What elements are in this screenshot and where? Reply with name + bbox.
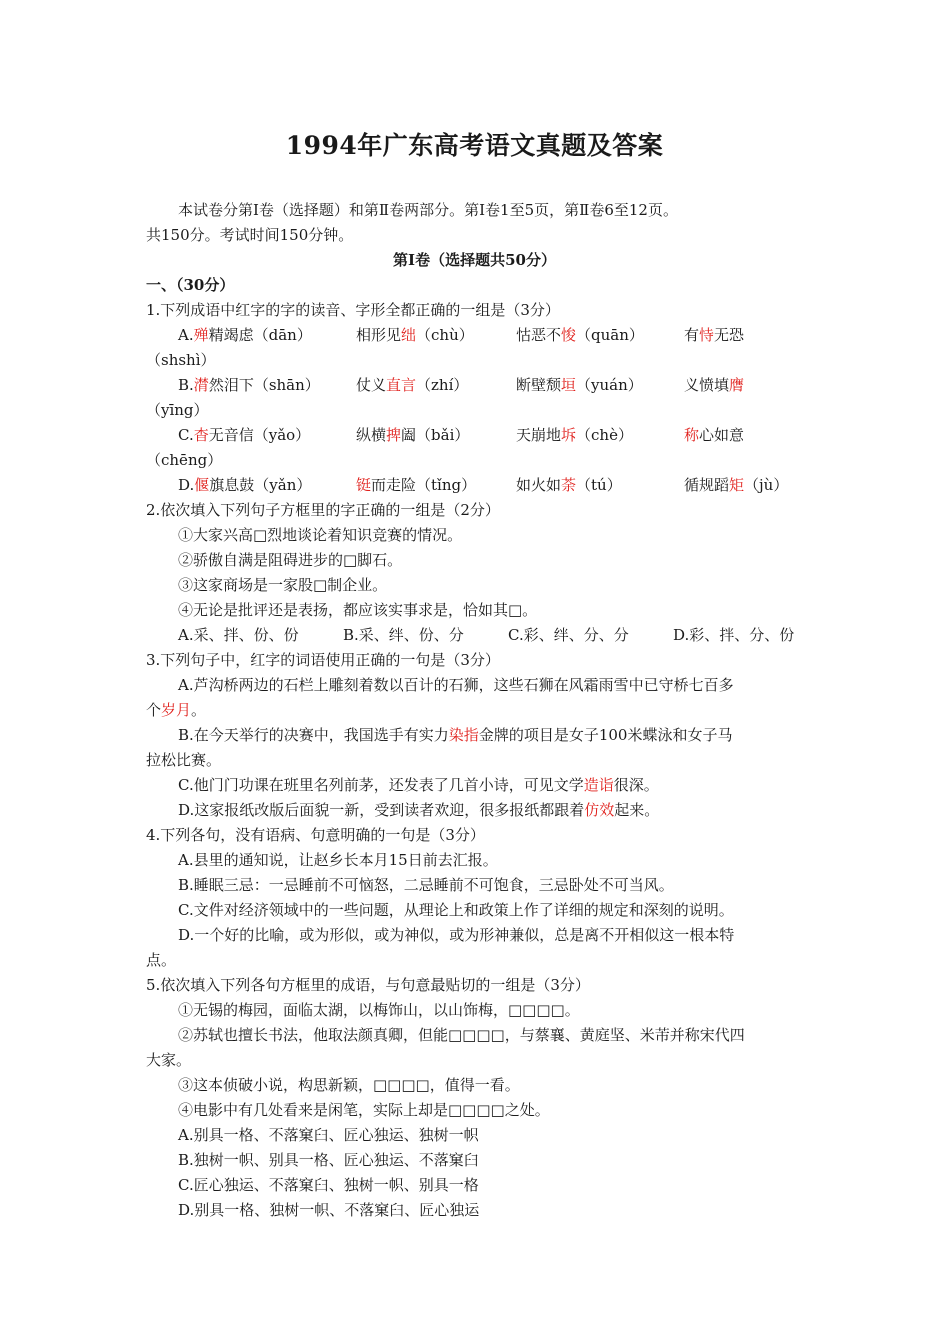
q1-option-a-1: A.殚精竭虑（dān） <box>178 326 312 344</box>
q5-option-d: D.别具一格、独树一帜、不落窠臼、匠心独运 <box>178 1201 480 1219</box>
q1-option-c-4: 称心如意 <box>684 426 745 444</box>
q3-option-a-line-2: 个岁月。 <box>146 701 207 719</box>
q1-option-c-3: 天崩地坼（chè） <box>516 426 633 444</box>
intro-line-2: 共150分。考试时间150分钟。 <box>146 226 354 244</box>
q2-sentence-3: ③这家商场是一家股□制企业。 <box>178 576 388 594</box>
q1-option-c-1: C.杳无音信（yǎo） <box>178 426 311 444</box>
q3-option-a-line-1: A.芦沟桥两边的石栏上雕刻着数以百计的石狮，这些石狮在风霜雨雪中已守桥七百多 <box>178 676 734 694</box>
q4-option-b: B.睡眠三忌：一忌睡前不可恼怒，二忌睡前不可饱食，三忌卧处不可当风。 <box>178 876 674 894</box>
q1-option-d-2: 铤而走险（tǐng） <box>356 476 477 494</box>
q4-stem: 4.下列各句，没有语病、句意明确的一句是（3分） <box>146 826 485 844</box>
q5-sentence-2-line-2: 大家。 <box>146 1051 192 1069</box>
q5-sentence-4: ④电影中有几处看来是闲笔，实际上却是□□□□之处。 <box>178 1101 550 1119</box>
q4-option-a: A.县里的通知说，让赵乡长本月15日前去汇报。 <box>178 851 498 869</box>
q5-option-b: B.独树一帜、别具一格、匠心独运、不落窠臼 <box>178 1151 479 1169</box>
q5-sentence-3: ③这本侦破小说，构思新颖，□□□□，值得一看。 <box>178 1076 520 1094</box>
q2-sentence-1: ①大家兴高□烈地谈论着知识竞赛的情况。 <box>178 526 463 544</box>
q2-option-a: A.采、拌、份、份 <box>178 626 299 644</box>
q5-option-c: C.匠心独运、不落窠臼、独树一帜、别具一格 <box>178 1176 479 1194</box>
document-title: 1994年广东高考语文真题及答案 <box>285 131 664 160</box>
q3-option-b-line-2: 拉松比赛。 <box>146 751 222 769</box>
q4-option-c: C.文件对经济领域中的一些问题，从理论上和政策上作了详细的规定和深刻的说明。 <box>178 901 734 919</box>
q1-option-c-2: 纵横捭阖（bǎi） <box>356 426 470 444</box>
q1-option-d-4: 循规蹈矩（jù） <box>684 476 789 494</box>
q1-option-b-4-cont: （yīng） <box>146 401 209 419</box>
q5-stem: 5.依次填入下列各句方框里的成语，与句意最贴切的一组是（3分） <box>146 976 590 994</box>
q3-option-c: C.他门门功课在班里名列前茅，还发表了几首小诗，可见文学造诣很深。 <box>178 776 659 794</box>
q2-sentence-4: ④无论是批评还是表扬，都应该实事求是，恰如其□。 <box>178 601 538 619</box>
q3-option-d: D.这家报纸改版后面貌一新，受到读者欢迎，很多报纸都跟着仿效起来。 <box>178 801 660 819</box>
intro-line-1: 本试卷分第Ⅰ卷（选择题）和第Ⅱ卷两部分。第Ⅰ卷1至5页，第Ⅱ卷6至12页。 <box>178 201 678 219</box>
q1-option-c-4-cont: （chēng） <box>146 451 223 469</box>
q5-option-a: A.别具一格、不落窠臼、匠心独运、独树一帜 <box>178 1126 479 1144</box>
q4-option-d-line-1: D.一个好的比喻，或为形似，或为神似，或为形神兼似，总是离不开相似这一根本特 <box>178 926 735 944</box>
q2-sentence-2: ②骄傲自满是阻碍进步的□脚石。 <box>178 551 403 569</box>
section-heading: 第Ⅰ卷（选择题共50分） <box>393 251 556 269</box>
q2-stem: 2.依次填入下列句子方框里的字正确的一组是（2分） <box>146 501 500 519</box>
q5-sentence-2-line-1: ②苏轼也擅长书法，他取法颜真卿，但能□□□□，与蔡襄、黄庭坚、米芾并称宋代四 <box>178 1026 745 1044</box>
q1-option-b-3: 断壁颓垣（yuán） <box>516 376 643 394</box>
q1-option-b-1: B.潸然泪下（shān） <box>178 376 320 394</box>
q1-option-d-3: 如火如荼（tú） <box>516 476 622 494</box>
q2-option-d: D.彩、拌、分、份 <box>673 626 795 644</box>
q1-stem: 1.下列成语中红字的字的读音、字形全都正确的一组是（3分） <box>146 301 560 319</box>
q5-sentence-1: ①无锡的梅园，面临太湖，以梅饰山，以山饰梅，□□□□。 <box>178 1001 580 1019</box>
q3-option-b-line-1: B.在今天举行的决赛中，我国选手有实力染指金牌的项目是女子100米蝶泳和女子马 <box>178 726 733 744</box>
q1-option-a-2: 相形见绌（chù） <box>356 326 474 344</box>
q1-option-a-4-cont: （shshì） <box>146 351 216 369</box>
q3-stem: 3.下列句子中，红字的词语使用正确的一句是（3分） <box>146 651 500 669</box>
part-one-heading: 一、（30分） <box>146 276 235 294</box>
q1-option-b-4: 义愤填膺 <box>684 376 745 394</box>
q1-option-d-1: D.偃旗息鼓（yǎn） <box>178 476 312 494</box>
q2-option-c: C.彩、绊、分、分 <box>508 626 629 644</box>
q4-option-d-line-2: 点。 <box>146 951 177 969</box>
q2-option-b: B.采、绊、份、分 <box>343 626 464 644</box>
q1-option-b-2: 仗义直言（zhí） <box>356 376 469 394</box>
q1-option-a-3: 怙恶不悛（quān） <box>516 326 644 344</box>
q1-option-a-4: 有恃无恐 <box>684 326 745 344</box>
